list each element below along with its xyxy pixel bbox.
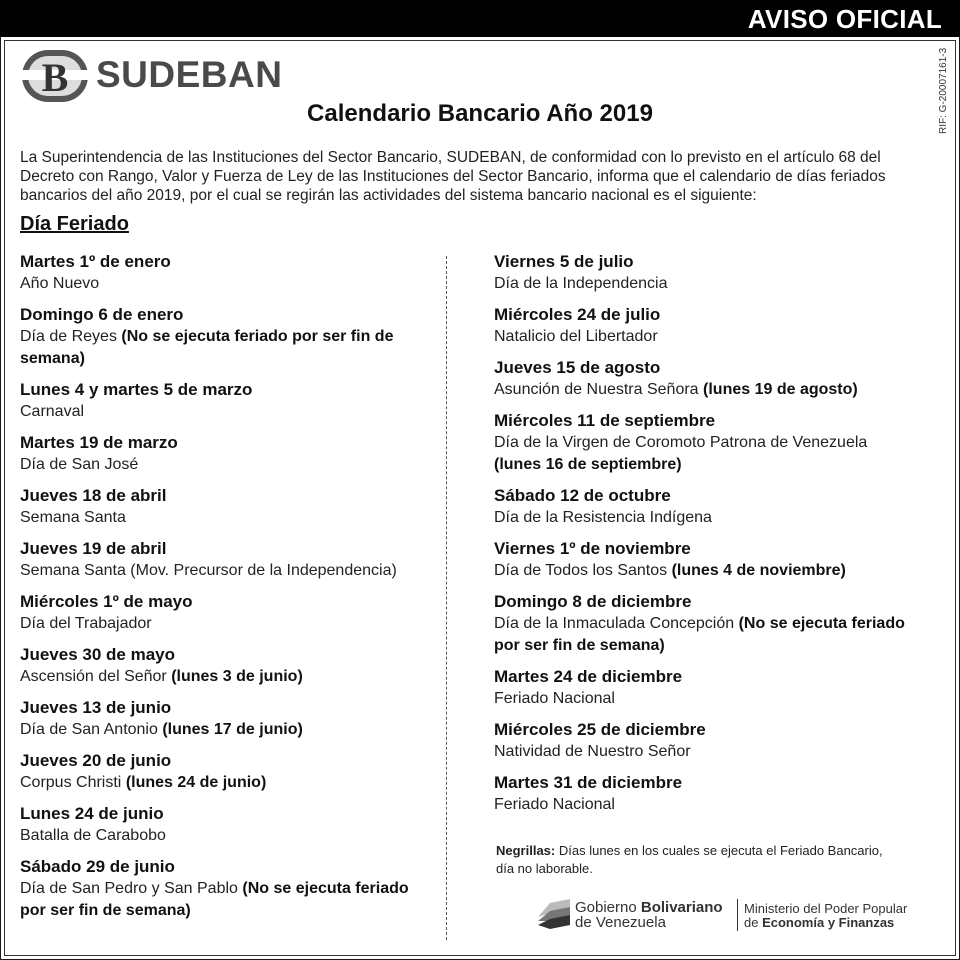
holiday-name: Natalicio del Libertador (494, 328, 658, 345)
holiday-note: (No se ejecuta feriado por ser fin de semana) (494, 615, 905, 654)
holiday-name: Día de San Antonio (20, 721, 163, 738)
holiday-name: Día de la Virgen de Coromoto Patrona de Venezuela (494, 434, 868, 451)
holiday-description (494, 379, 914, 401)
holiday-name: Día de Todos los Santos (494, 562, 672, 579)
holiday-name: Carnaval (20, 403, 85, 420)
gov-line1a: Gobierno (575, 899, 641, 916)
holiday-name: Ascensión del Señor (20, 668, 172, 685)
holiday-name: Batalla de Carabobo (20, 827, 166, 844)
holiday-date: Miércoles 1º de mayo (20, 592, 193, 611)
aviso-bar (0, 0, 960, 37)
holiday-entry (494, 537, 914, 582)
holiday-entry (20, 590, 420, 635)
holiday-note: (lunes 4 de noviembre) (671, 562, 846, 579)
intro-paragraph: La Superintendencia de las Instituciones del Sector Bancario, SUDEBAN, de conformidad con lo previsto en el artículo 68 del Decreto con Rango, Valor y Fuerza de Ley de las Instituciones del Sector Bancario, informa que el calendario de días feriados bancarios del año 2019, por el cual se regirán las actividades del sistema bancario nacional es el siguiente: (20, 149, 886, 204)
holiday-name: Día de San Pedro y San Pablo (20, 880, 243, 897)
holiday-date: Jueves 19 de abril (20, 539, 167, 558)
ministry-label (744, 902, 907, 930)
rif-number: RIF: G-20007161-3 (938, 47, 949, 134)
holiday-note: (lunes 17 de junio) (162, 721, 303, 738)
holiday-entry (494, 718, 914, 763)
holiday-description (20, 719, 420, 741)
holiday-entry (494, 409, 914, 476)
holiday-description (20, 878, 420, 922)
holiday-description (494, 507, 914, 529)
holiday-date: Martes 19 de marzo (20, 433, 178, 452)
holiday-name: Semana Santa (Mov. Precursor de la Independencia) (20, 562, 397, 579)
holiday-note: (lunes 16 de septiembre) (494, 456, 682, 473)
holiday-date: Miércoles 25 de diciembre (494, 720, 706, 739)
holiday-date: Miércoles 11 de septiembre (494, 411, 716, 430)
holiday-date: Jueves 13 de junio (20, 698, 172, 717)
holiday-entry (20, 537, 420, 582)
holiday-entry (20, 749, 420, 794)
footer-separator (737, 899, 738, 931)
holiday-date: Viernes 1º de noviembre (494, 539, 691, 558)
holiday-description (20, 666, 420, 688)
holiday-name: Día de la Independencia (494, 275, 668, 292)
column-divider (446, 256, 447, 940)
holiday-entry (20, 484, 420, 529)
right-column (494, 250, 914, 824)
holiday-note: (No se ejecuta feriado por ser fin de semana) (20, 880, 409, 919)
aviso-label: AVISO OFICIAL (747, 4, 942, 34)
holiday-date: Viernes 5 de julio (494, 252, 634, 271)
holiday-description (20, 613, 420, 635)
holiday-name: Corpus Christi (20, 774, 126, 791)
holiday-date: Jueves 15 de agosto (494, 358, 661, 377)
holiday-name: Día de San José (20, 456, 139, 473)
logo-letter: B (41, 55, 69, 100)
holiday-description (494, 326, 914, 348)
holiday-entry (20, 696, 420, 741)
holiday-entry (494, 665, 914, 710)
holiday-name: Día del Trabajador (20, 615, 152, 632)
holiday-description (20, 401, 420, 423)
holiday-date: Martes 24 de diciembre (494, 667, 683, 686)
holiday-name: Día de la Inmaculada Concepción (494, 615, 739, 632)
page-title: Calendario Bancario Año 2019 (307, 100, 653, 127)
holiday-date: Lunes 24 de junio (20, 804, 164, 823)
venezuela-flag-icon (536, 895, 572, 931)
holiday-date: Jueves 18 de abril (20, 486, 167, 505)
holiday-entry (20, 378, 420, 423)
holiday-entry (20, 250, 420, 295)
gov-label (575, 900, 723, 930)
holiday-entry (494, 250, 914, 295)
holiday-description (20, 560, 420, 582)
holiday-date: Martes 1º de enero (20, 252, 171, 271)
gov-line1b: Bolivariano (640, 899, 723, 916)
holiday-entry (494, 771, 914, 816)
holiday-entry (20, 643, 420, 688)
note-text: Días lunes en los cuales se ejecuta el Feriado Bancario, día no laborable. (496, 843, 883, 876)
holiday-name: Año Nuevo (20, 275, 100, 292)
holiday-date: Domingo 6 de enero (20, 305, 184, 324)
holiday-description (20, 326, 420, 370)
holiday-date: Domingo 8 de diciembre (494, 592, 692, 611)
holiday-note: (lunes 3 de junio) (171, 668, 303, 685)
holiday-entry (494, 590, 914, 657)
holiday-entry (494, 303, 914, 348)
holiday-description (494, 273, 914, 295)
holiday-note: (lunes 19 de agosto) (703, 381, 858, 398)
holiday-description (494, 688, 914, 710)
holiday-date: Sábado 29 de junio (20, 857, 175, 876)
holiday-entry (494, 484, 914, 529)
holiday-description (494, 560, 914, 582)
holiday-description (20, 454, 420, 476)
holiday-date: Martes 31 de diciembre (494, 773, 683, 792)
left-column (20, 250, 420, 930)
holiday-note: (No se ejecuta feriado por ser fin de semana) (20, 328, 394, 367)
holiday-entry (494, 356, 914, 401)
holiday-note: (lunes 24 de junio) (125, 774, 267, 791)
note-label: Negrillas: (496, 843, 556, 858)
holiday-name: Semana Santa (20, 509, 126, 526)
holiday-entry (20, 855, 420, 922)
holiday-name: Día de la Resistencia Indígena (494, 509, 712, 526)
section-heading: Día Feriado (20, 213, 129, 235)
holiday-name: Asunción de Nuestra Señora (494, 381, 704, 398)
holiday-name: Día de Reyes (20, 328, 122, 345)
holiday-name: Natividad de Nuestro Señor (494, 743, 691, 760)
holiday-name: Feriado Nacional (494, 690, 615, 707)
holiday-description (20, 825, 420, 847)
holiday-description (494, 741, 914, 763)
holiday-date: Miércoles 24 de julio (494, 305, 661, 324)
holiday-description (20, 772, 420, 794)
holiday-entry (20, 431, 420, 476)
holiday-date: Jueves 30 de mayo (20, 645, 175, 664)
ministry-line1: Ministerio del Poder Popular (744, 901, 908, 916)
bold-note (496, 842, 896, 878)
holiday-date: Sábado 12 de octubre (494, 486, 671, 505)
holiday-date: Lunes 4 y martes 5 de marzo (20, 380, 253, 399)
ministry-line2b: Economía y Finanzas (762, 915, 895, 930)
brand-name: SUDEBAN (96, 54, 283, 95)
holiday-description (20, 273, 420, 295)
holiday-description (494, 613, 914, 657)
holiday-description (494, 794, 914, 816)
holiday-name: Feriado Nacional (494, 796, 615, 813)
holiday-date: Jueves 20 de junio (20, 751, 172, 770)
holiday-entry (20, 303, 420, 370)
holiday-description (20, 507, 420, 529)
ministry-line2a: de (744, 915, 763, 930)
holiday-description (494, 432, 914, 476)
gov-line2: de Venezuela (575, 914, 666, 931)
holiday-entry (20, 802, 420, 847)
